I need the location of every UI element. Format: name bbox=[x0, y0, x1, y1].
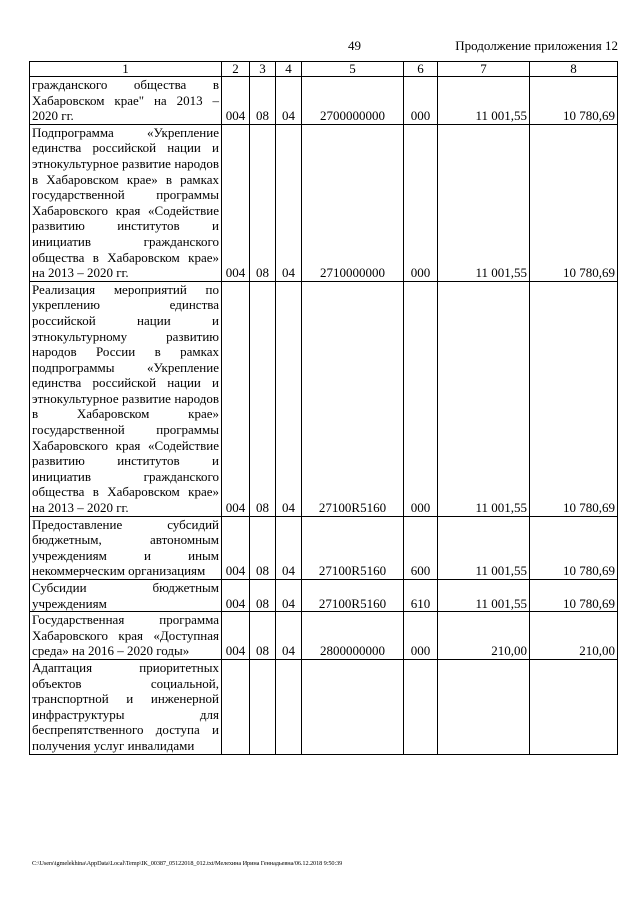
section-code: 08 bbox=[250, 281, 276, 516]
target-item-code: 2710000000 bbox=[302, 124, 404, 281]
target-item-code: 27100R5160 bbox=[302, 281, 404, 516]
column-header: 4 bbox=[276, 62, 302, 77]
amount-2020: 10 780,69 bbox=[530, 281, 618, 516]
table-row bbox=[30, 281, 618, 516]
row-description: Подпрограмма «Укрепление единства российской нации и этнокультурное развитие народов в Хабаровском крае» в рамках государственной программы Хабаровского края «Содействие развитию институтов и инициатив гражданского общества в Хабаровском крае» на 2013 – 2020 гг. bbox=[30, 124, 222, 281]
target-item-code: 2800000000 bbox=[302, 612, 404, 660]
column-header: 6 bbox=[404, 62, 438, 77]
column-header: 3 bbox=[250, 62, 276, 77]
ministry-code: 004 bbox=[222, 580, 250, 612]
table-row bbox=[30, 77, 618, 125]
table-row bbox=[30, 516, 618, 579]
amount-2019: 11 001,55 bbox=[438, 281, 530, 516]
table-header-row bbox=[30, 62, 618, 77]
expense-type-code: 000 bbox=[404, 77, 438, 125]
page-number: 49 bbox=[348, 38, 361, 53]
expense-type-code bbox=[404, 659, 438, 754]
ministry-code: 004 bbox=[222, 612, 250, 660]
target-item-code bbox=[302, 659, 404, 754]
expense-type-code: 000 bbox=[404, 124, 438, 281]
section-code bbox=[250, 659, 276, 754]
column-header: 1 bbox=[30, 62, 222, 77]
amount-2019: 11 001,55 bbox=[438, 580, 530, 612]
file-path-footer: C:\Users\igmelekhina\AppData\Local\Temp\IK_00387_05122018_012.txt/Мелехина Ирина Геннадьевна/06.12.2018 9:50:39 bbox=[32, 860, 343, 867]
row-description: Государственная программа Хабаровского края «Доступная среда» на 2016 – 2020 годы» bbox=[30, 612, 222, 660]
amount-2019: 210,00 bbox=[438, 612, 530, 660]
section-code: 08 bbox=[250, 612, 276, 660]
amount-2019: 11 001,55 bbox=[438, 124, 530, 281]
section-code: 08 bbox=[250, 580, 276, 612]
column-header: 2 bbox=[222, 62, 250, 77]
amount-2020: 10 780,69 bbox=[530, 580, 618, 612]
budget-table bbox=[29, 61, 618, 755]
ministry-code bbox=[222, 659, 250, 754]
amount-2020: 10 780,69 bbox=[530, 516, 618, 579]
row-description: Предоставление субсидий бюджетным, автономным учреждениям и иным некоммерческим организациям bbox=[30, 516, 222, 579]
table-row bbox=[30, 612, 618, 660]
amount-2020 bbox=[530, 659, 618, 754]
subsection-code: 04 bbox=[276, 580, 302, 612]
subsection-code: 04 bbox=[276, 516, 302, 579]
amount-2020: 10 780,69 bbox=[530, 124, 618, 281]
amount-2020: 210,00 bbox=[530, 612, 618, 660]
row-description: Реализация мероприятий по укреплению единства российской нации и этнокультурному развитию народов России в рамках подпрограммы «Укрепление единства российской нации и этнокультурное развитие народов в Хабаровском крае» государственной программы Хабаровского края «Содействие развитию институтов и инициатив гражданского общества в Хабаровском крае» на 2013 – 2020 гг. bbox=[30, 281, 222, 516]
column-header: 5 bbox=[302, 62, 404, 77]
row-description: Субсидии бюджетным учреждениям bbox=[30, 580, 222, 612]
table-row bbox=[30, 659, 618, 754]
expense-type-code: 000 bbox=[404, 612, 438, 660]
target-item-code: 27100R5160 bbox=[302, 580, 404, 612]
row-description: гражданского общества в Хабаровском крае" на 2013 – 2020 гг. bbox=[30, 77, 222, 125]
appendix-continuation-label: Продолжение приложения 12 bbox=[455, 38, 618, 53]
table-row bbox=[30, 124, 618, 281]
column-header: 7 bbox=[438, 62, 530, 77]
ministry-code: 004 bbox=[222, 77, 250, 125]
expense-type-code: 610 bbox=[404, 580, 438, 612]
subsection-code bbox=[276, 659, 302, 754]
amount-2020: 10 780,69 bbox=[530, 77, 618, 125]
subsection-code: 04 bbox=[276, 612, 302, 660]
amount-2019: 11 001,55 bbox=[438, 516, 530, 579]
target-item-code: 2700000000 bbox=[302, 77, 404, 125]
section-code: 08 bbox=[250, 516, 276, 579]
row-description: Адаптация приоритетных объектов социальной, транспортной и инженерной инфраструктуры для беспрепятственного доступа и получения услуг инвалидами bbox=[30, 659, 222, 754]
expense-type-code: 600 bbox=[404, 516, 438, 579]
target-item-code: 27100R5160 bbox=[302, 516, 404, 579]
subsection-code: 04 bbox=[276, 77, 302, 125]
amount-2019 bbox=[438, 659, 530, 754]
amount-2019: 11 001,55 bbox=[438, 77, 530, 125]
subsection-code: 04 bbox=[276, 281, 302, 516]
table-row bbox=[30, 580, 618, 612]
ministry-code: 004 bbox=[222, 281, 250, 516]
ministry-code: 004 bbox=[222, 516, 250, 579]
expense-type-code: 000 bbox=[404, 281, 438, 516]
section-code: 08 bbox=[250, 124, 276, 281]
subsection-code: 04 bbox=[276, 124, 302, 281]
ministry-code: 004 bbox=[222, 124, 250, 281]
column-header: 8 bbox=[530, 62, 618, 77]
section-code: 08 bbox=[250, 77, 276, 125]
